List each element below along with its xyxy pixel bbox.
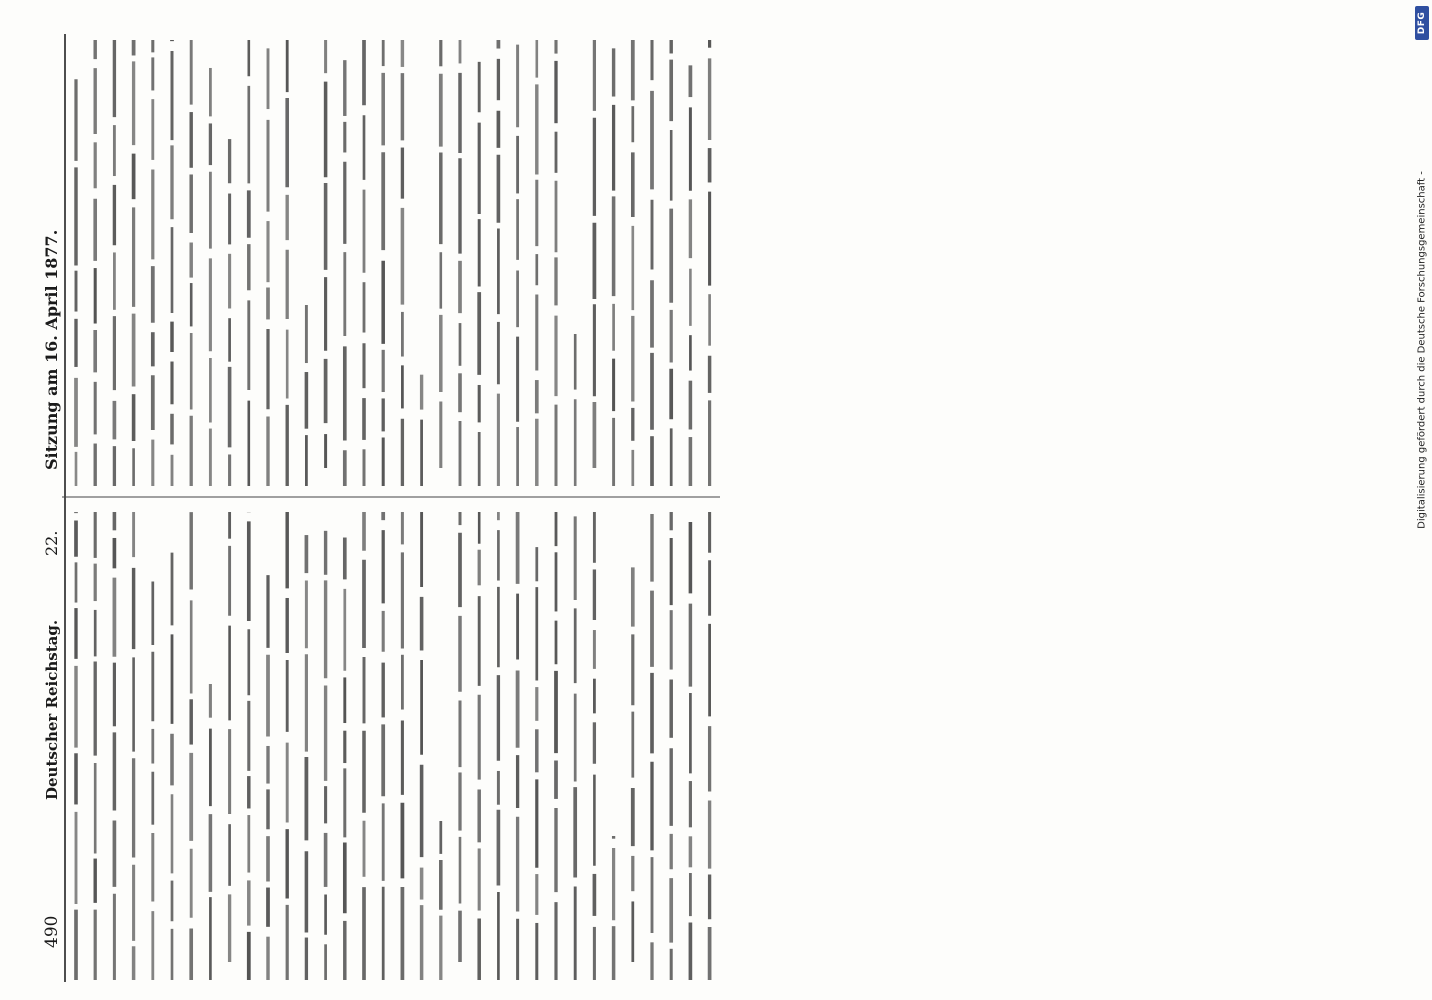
column-left xyxy=(76,512,710,980)
dfg-logo-icon: DFG xyxy=(1415,6,1429,40)
session-number: 22. xyxy=(42,530,61,556)
digitization-credit: Digitalisierung gefördert durch die Deutsche Forschungsgemeinschaft - xyxy=(1416,171,1428,529)
page-number: 490 xyxy=(42,915,62,948)
credit-strip xyxy=(1412,0,1432,1000)
session-date: Sitzung am 16. April 1877. xyxy=(42,229,61,470)
column-right xyxy=(76,40,710,486)
journal-title: Deutscher Reichstag. xyxy=(43,619,61,800)
